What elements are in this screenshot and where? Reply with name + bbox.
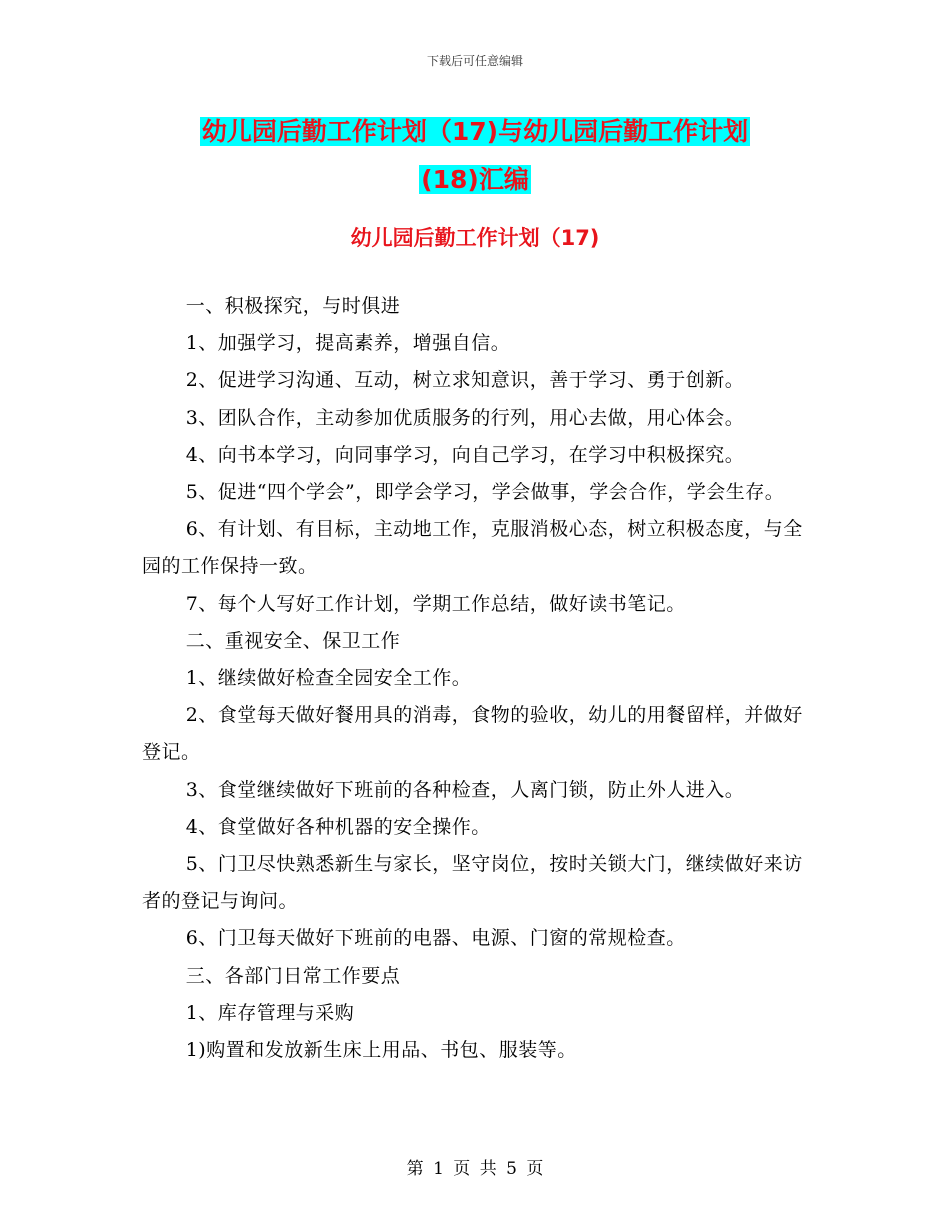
document-title-line-2: (18)汇编 bbox=[421, 165, 529, 194]
paragraph: 4、向书本学习，向同事学习，向自己学习，在学习中积极探究。 bbox=[185, 443, 745, 466]
paragraph: 一、积极探究，与时俱进 bbox=[185, 295, 401, 317]
paragraph: 1)购置和发放新生床上用品、书包、服装等。 bbox=[185, 1039, 577, 1062]
paragraph: 1、库存管理与采购 bbox=[185, 1001, 355, 1024]
paragraph: 1、加强学习，提高素养，增强自信。 bbox=[185, 332, 511, 355]
paragraph: 2、食堂每天做好餐用具的消毒，食物的验收，幼儿的用餐留样，并做好登记。 bbox=[142, 704, 803, 764]
document-title bbox=[0, 108, 950, 204]
section-title: 幼儿园后勤工作计划（17) bbox=[350, 226, 600, 250]
paragraph: 6、有计划、有目标，主动地工作，克服消极心态，树立积极态度，与全园的工作保持一致。 bbox=[142, 518, 803, 578]
document-body bbox=[142, 288, 812, 1069]
document-title-line-1: 幼儿园后勤工作计划（17)与幼儿园后勤工作计划 bbox=[201, 117, 749, 146]
paragraph: 7、每个人写好工作计划，学期工作总结，做好读书笔记。 bbox=[185, 592, 686, 615]
paragraph: 5、门卫尽快熟悉新生与家长，坚守岗位，按时关锁大门，继续做好来访者的登记与询问。 bbox=[142, 853, 803, 913]
paragraph: 2、促进学习沟通、互动，树立求知意识，善于学习、勇于创新。 bbox=[185, 369, 745, 392]
paragraph: 3、团队合作，主动参加优质服务的行列，用心去做，用心体会。 bbox=[185, 406, 745, 429]
header-note: 下载后可任意编辑 bbox=[426, 54, 523, 68]
paragraph: 6、门卫每天做好下班前的电器、电源、门窗的常规检查。 bbox=[185, 927, 686, 950]
paragraph: 3、食堂继续做好下班前的各种检查，人离门锁，防止外人进入。 bbox=[185, 778, 745, 801]
paragraph: 三、各部门日常工作要点 bbox=[185, 964, 401, 987]
paragraph: 5、促进“四个学会”，即学会学习，学会做事，学会合作，学会生存。 bbox=[185, 481, 785, 504]
paragraph: 4、食堂做好各种机器的安全操作。 bbox=[185, 815, 491, 838]
paragraph: 1、继续做好检查全园安全工作。 bbox=[185, 667, 472, 690]
paragraph: 二、重视安全、保卫工作 bbox=[185, 629, 401, 652]
page-footer: 第 1 页 共 5 页 bbox=[406, 1159, 544, 1179]
